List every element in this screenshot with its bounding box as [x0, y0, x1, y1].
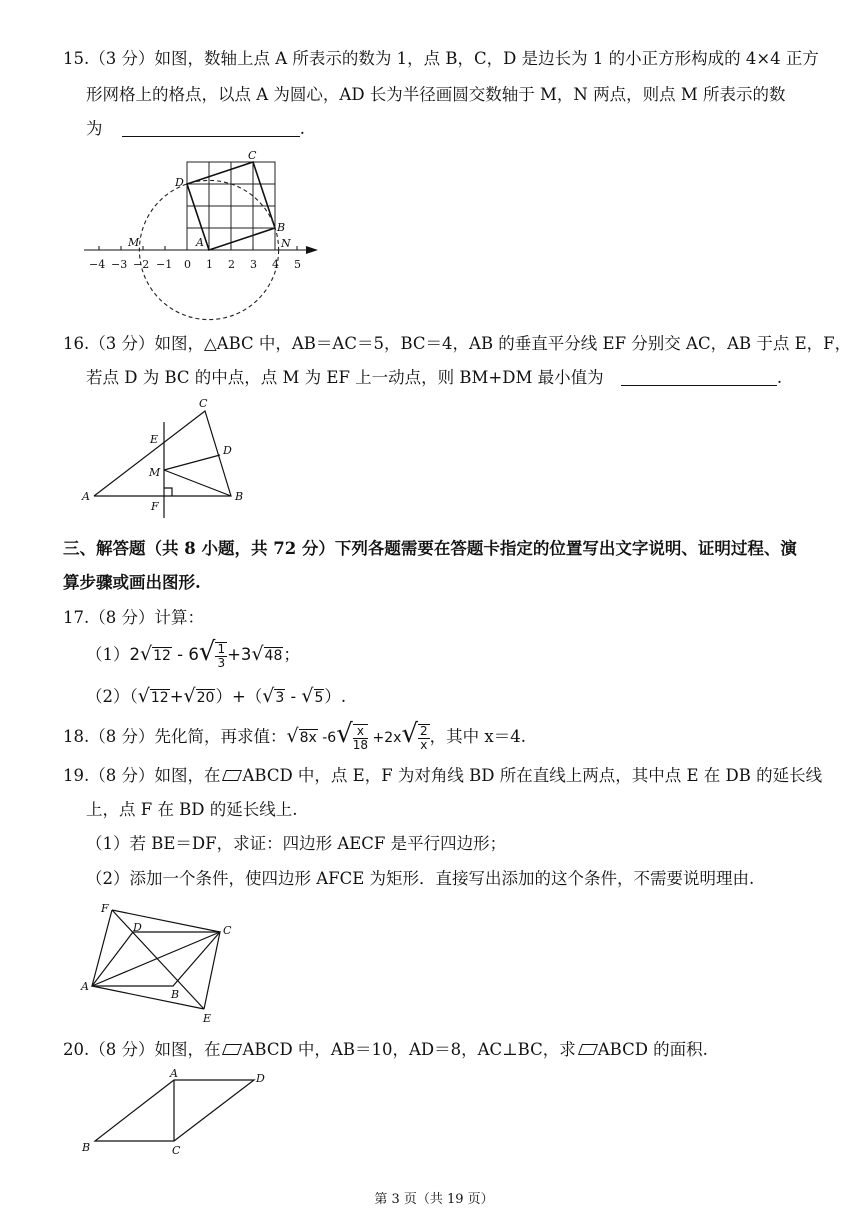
q17-p1-label: （1） — [86, 645, 130, 664]
q20-line-a: 20.（8 分）如图，在 — [63, 1040, 221, 1059]
punct: ）. — [324, 687, 347, 706]
q16-point-F: F — [151, 500, 159, 513]
q19-point-F: F — [101, 902, 109, 915]
q16-prefix: 若点 D 为 BC 的中点，点 M 为 EF 上一动点，则 BM+DM 最小值为 — [86, 368, 604, 387]
tick-label: −3 — [111, 258, 128, 271]
operator: ）+（ — [215, 687, 263, 706]
q20-point-D: D — [256, 1072, 265, 1085]
fraction-numerator: 2 — [420, 723, 428, 738]
q15-suffix: . — [299, 119, 305, 138]
radicand: 8x — [299, 730, 317, 746]
radicand: 48 — [264, 648, 283, 664]
fraction-denominator: x — [420, 737, 428, 752]
q19-point-A: A — [81, 980, 89, 993]
radicand: 12 — [150, 690, 169, 706]
q16-point-D: D — [223, 444, 232, 457]
sqrt-icon: √48 — [251, 643, 283, 665]
q15-point-A: A — [196, 236, 204, 249]
operator: -6 — [317, 730, 337, 746]
q17-p2-label: （2）（ — [86, 687, 138, 706]
q16-point-C: C — [199, 397, 208, 410]
q17-p1-term: +3 — [227, 645, 252, 664]
q20-line-b: ABCD 中，AB＝10，AD＝8，AC⊥BC，求 — [242, 1040, 576, 1059]
q16-suffix: . — [776, 368, 783, 387]
q20-point-A: A — [170, 1067, 178, 1080]
tick-label: 5 — [294, 258, 301, 271]
q16-point-A: A — [82, 490, 90, 503]
q17-title: 17.（8 分）计算： — [63, 608, 204, 627]
tick-label: 3 — [250, 258, 257, 271]
q19-part1: （1）若 BE＝DF，求证：四边形 AECF 是平行四边形； — [86, 834, 507, 853]
radicand: 12 — [153, 648, 171, 664]
sqrt-icon: √3 — [262, 685, 285, 707]
operator: +2x — [368, 730, 402, 746]
q19-part2: （2）添加一个条件，使四边形 AFCE 为矩形．直接写出添加的这个条件，不需要说明理由. — [86, 869, 755, 888]
radicand: 3 — [275, 690, 285, 706]
q19-point-D: D — [133, 921, 142, 934]
sqrt-icon: √20 — [183, 685, 215, 707]
tick-label: −2 — [133, 258, 150, 271]
q17-p1-term: - 6 — [171, 645, 199, 664]
q19-line2: 上，点 F 在 BD 的延长线上. — [86, 800, 298, 819]
q18-suffix: ，其中 x＝4. — [429, 727, 526, 746]
sqrt-icon: √5 — [301, 685, 324, 707]
q17-p1-coef: 2 — [129, 645, 140, 664]
q15-line2: 形网格上的格点，以点 A 为圆心，AD 长为半径画圆交数轴于 M，N 两点，则点 M 所表示的数 — [86, 85, 786, 104]
section3-heading-line2: 算步骤或画出图形. — [63, 573, 201, 592]
q15-point-N: N — [281, 237, 291, 250]
sqrt-icon: √12 — [140, 643, 171, 665]
sqrt-icon: √12 — [137, 685, 169, 707]
q15-line1: 15.（3 分）如图，数轴上点 A 所表示的数为 1，点 B，C，D 是边长为 1 的小正方形构成的 4×4 正方 — [63, 49, 819, 68]
q16-point-M: M — [149, 466, 161, 479]
operator: - — [285, 687, 302, 706]
sqrt-icon: √8x — [286, 725, 317, 747]
operator: + — [169, 687, 184, 706]
q20-line-c: ABCD 的面积. — [597, 1040, 708, 1059]
punct: ； — [283, 645, 300, 664]
q19-point-E: E — [203, 1012, 212, 1025]
tick-label: −1 — [156, 258, 173, 271]
q19-point-C: C — [223, 924, 232, 937]
q18-prefix: 18.（8 分）先化简，再求值： — [63, 727, 287, 746]
radicand: 20 — [196, 690, 215, 706]
q16-point-B: B — [235, 490, 244, 503]
fraction-numerator: 1 — [217, 641, 226, 656]
tick-label: −4 — [89, 258, 106, 271]
q19-point-B: B — [171, 988, 180, 1001]
q20-point-B: B — [82, 1141, 91, 1154]
q15-point-C: C — [248, 149, 257, 162]
section3-heading-line1: 三、解答题（共 8 小题，共 72 分）下列各题需要在答题卡指定的位置写出文字说明、证明过程、演 — [63, 539, 797, 558]
q16-line1: 16.（3 分）如图，△ABC 中，AB＝AC＝5，BC＝4，AB 的垂直平分线 EF 分别交 AC，AB 于点 E，F， — [63, 334, 852, 353]
fraction-numerator: x — [353, 725, 368, 739]
q19-line1-a: 19.（8 分）如图，在 — [63, 766, 221, 785]
q16-point-E: E — [150, 433, 159, 446]
tick-label: 2 — [228, 258, 235, 271]
fraction-denominator: 3 — [217, 655, 226, 670]
tick-label: 1 — [206, 258, 213, 271]
q20-point-C: C — [172, 1144, 181, 1157]
sqrt-icon: √ $\frac{2}{x}$ — [401, 719, 428, 752]
q15-point-M: M — [128, 236, 140, 249]
q19-line1-b: ABCD 中，点 E，F 为对角线 BD 所在直线上两点，其中点 E 在 DB 的延长线 — [242, 766, 823, 785]
sqrt-icon: √ $\frac{1}{3}$ — [198, 637, 226, 670]
q15-point-D: D — [175, 176, 184, 189]
radicand: 5 — [314, 690, 324, 706]
q15-point-B: B — [277, 221, 286, 234]
sqrt-icon: √ $\frac{x}{18}$ — [336, 719, 369, 752]
q15-prefix: 为 — [86, 119, 103, 138]
page-footer: 第 3 页（共 19 页） — [374, 1192, 494, 1207]
tick-label: 4 — [272, 258, 279, 271]
tick-label: 0 — [184, 258, 191, 271]
fraction-denominator: 18 — [352, 737, 369, 752]
